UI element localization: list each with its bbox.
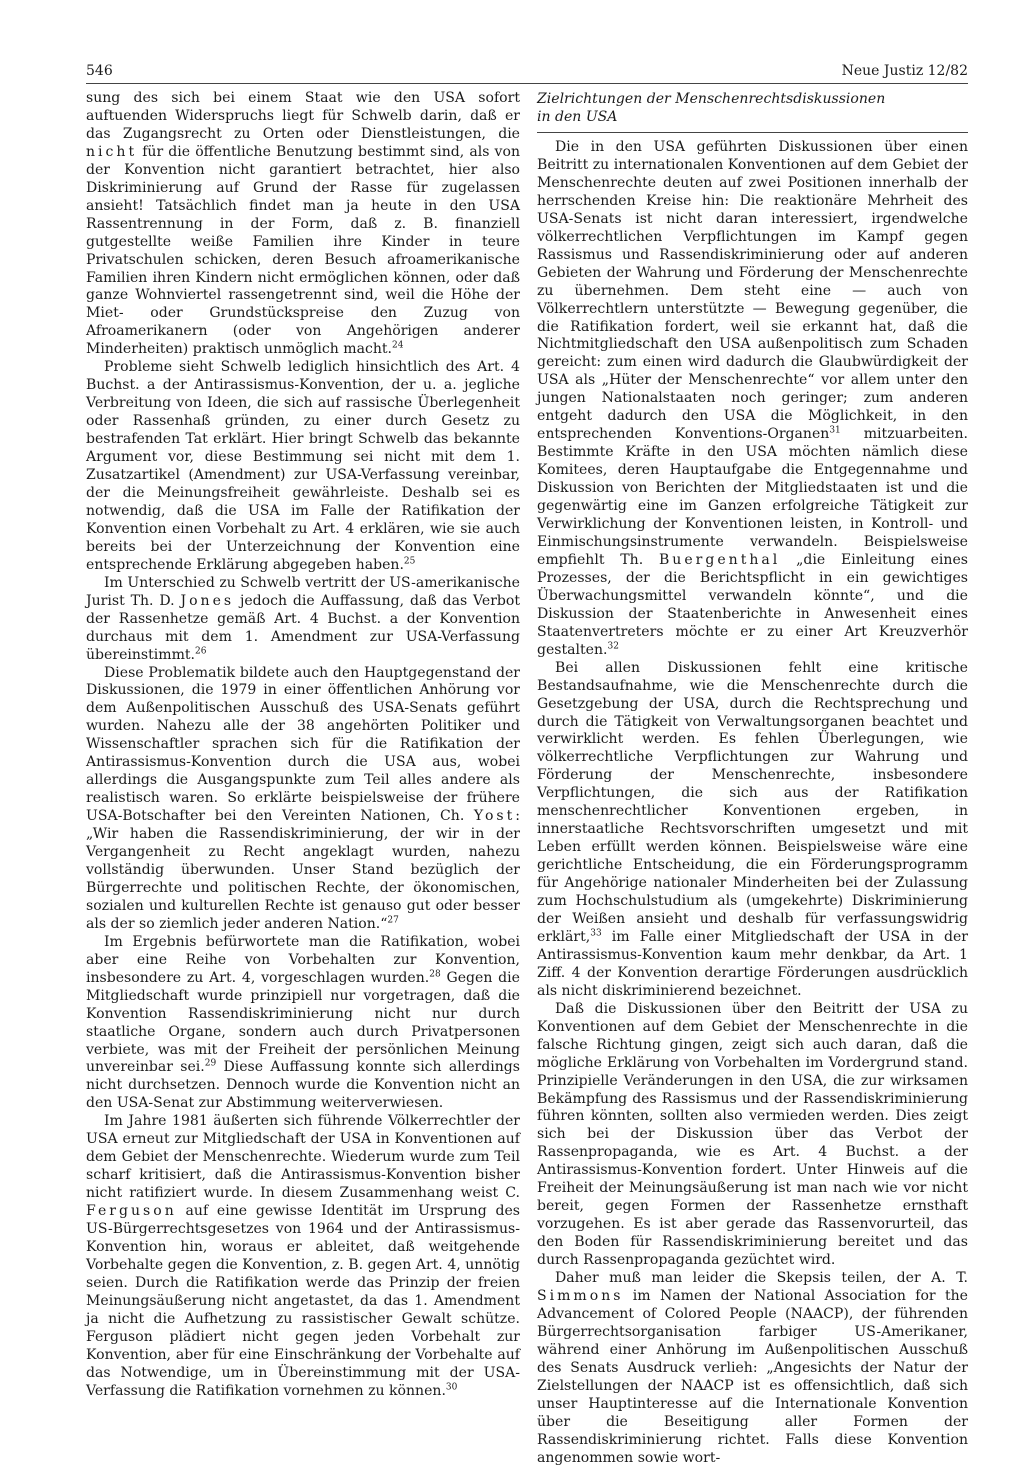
text-run: Probleme sieht Schwelb lediglich hinsichtlich des Art. 4 Buchst. a der Antirassismus-Konvention, der u. a. jegliche Verbreitung von Ideen, die sich auf rassische Überlegenheit oder Rassenhaß gründen, zu einer durch Gesetz zu bestrafenden Tat erklärt. Hier bringt Schwelb das bekannte Argument vor, diese Bestimmung sei nicht mit dem 1. Zusatzartikel (Amendment) zur USA-Verfassung vereinbar, der die Meinungsfreiheit gewährleiste. Deshalb sei es notwendig, daß die USA im Falle der Ratifikation der Konvention einen Vorbehalt zu Art. 4 erklären, wie sie auch bereits bei der Unterzeichnung der Konvention eine entsprechende Erklärung abgegeben haben. [86,359,520,573]
text-run: Im Ergebnis befürwortete man die Ratifikation, wobei aber eine Reihe von Vorbehalten zur Konvention, insbesondere zu Art. 4, vorgeschlagen wurden. [86,933,520,986]
text-run: Im Jahre 1981 äußerten sich führende Völkerrechtler der USA erneut zur Mitgliedschaft der USA in Konventionen auf dem Gebiet der Menschenrechte. Wiederum wurde zum Teil scharf kritisiert, daß die Antirassismus-Konvention bisher nicht ratifiziert wurde. In diesem Zusammenhang weist C. [86,1113,520,1202]
text-run: Bei allen Diskussionen fehlt eine kritische Bestandsaufnahme, wie die Menschenrechte durch die Gesetzgebung der USA, durch die Rechtsprechung und durch die Tätigkeit von Verwaltungsorganen beachtet und verwirklicht werden. Es fehlen Überlegungen, wie völkerrechtliche Verpflichtungen zur Wahrung und Förderung der Menschenrechte, insbesondere Verpflichtungen, die sich aus der Ratifikation menschenrechtlicher Konventionen ergeben, in innerstaatliche Rechtsvorschriften umgesetzt und mit Leben erfüllt werden können. Beispielsweise wäre eine gerichtliche Entscheidung, die ein Förderungsprogramm für Angehörige nationaler Minderheiten bei der Zulassung zum Hochschulstudium als (umgekehrte) Diskriminierung der Weißen ansieht und deshalb für verfassungswidrig erklärt, [537,659,968,945]
paragraph [86,90,520,359]
footnote-ref: 25 [403,556,416,567]
paragraph [86,665,520,934]
text-run: : „Wir haben die Rassendiskriminierung, der wir in der Vergangenheit zu Recht angeklagt wurden, nahezu vollständig überwunden. Unser Stand bezüglich der Bürgerrechte und politischen Rechte, der ökonomischen, sozialen und kulturellen Rechte ist genauso gut oder besser als der so ziemlich jeder anderen Nation.“ [86,808,520,932]
paragraph [537,1001,968,1270]
paragraph [537,1270,968,1467]
footnote-ref: 33 [590,928,602,939]
text-run: Diese Auffassung konnte sich allerdings nicht durchsetzen. Dennoch wurde die Konvention nicht an den USA-Senat zur Abstimmung weiterverwiesen. [86,1059,520,1112]
footnote-ref: 31 [829,425,841,436]
text-run: Daher muß man leider die Skepsis teilen, der A. T. [555,1270,968,1287]
paragraph [86,934,520,1114]
text-run: mitzuarbeiten. Bestimmte Kräfte in den USA möchten nämlich diese Komitees, deren Hauptaufgabe die Entgegennahme und Diskussion von Berichten der Mitgliedstaaten ist und die gegenwärtig eine im Ganzen erfolgreiche Tätigkeit zur Verwirklichung der Konventionen leisten, in Kontroll- und Einmischungsinstrumente verwandeln. Beispielsweise empfiehlt Th. [537,426,968,568]
section-heading [537,90,968,133]
text-run: „die Einleitung eines Prozesses, der die Berichtspflicht in ein gewichtiges Überwachungsmittel verwandeln könnte“, und die Diskussion der Staatenberichte in Anwesenheit eines Staatenvertreters möchte er zu einer Art Kreuzverhör gestalten. [537,551,968,658]
text-run: sung des sich bei einem Staat wie den USA sofort auftuenden Widerspruchs liegt für Schwelb darin, daß er das Zugangsrecht zu Orten oder Dienstleistungen, die [86,90,520,142]
spaced-name: Jones [180,592,235,609]
text-run: für die öffentliche Benutzung bestimmt sind, als von der Konvention nicht garantiert betrachtet, hier also Diskriminierung auf Grund der Rasse für zugelassen ansieht! Tatsächlich findet man ja heute in den USA Rassentrennung in der Form, daß z. B. finanziell gutgestellte weiße Familien ihre Kinder in teure Privatschulen schicken, deren Besuch afroamerikanische Familien ihren Kindern nicht ermöglichen können, oder daß ganze Wohnviertel rassengetrennt sind, weil die Höhe der Miet- oder Grundstückspreise den Zuzug von Afroamerikanern (oder von Angehörigen anderer Minderheiten) praktisch unmöglich macht. [86,143,520,358]
page-number: 546 [86,63,113,79]
footnote-ref: 32 [607,641,619,652]
footnote-ref: 29 [204,1058,217,1069]
right-column-body [537,139,968,1468]
footnote-ref: 28 [429,969,441,980]
header-rule [86,83,968,84]
footnote-ref: 30 [445,1381,458,1392]
paragraph [86,359,520,574]
footnote-ref: 26 [195,645,207,656]
section-heading-line-2: in den USA [537,109,618,125]
text-run: Im Unterschied zu Schwelb vertritt der US-amerikanische Jurist Th. D. [86,574,520,609]
paragraph [86,575,520,665]
text-run: Diese Problematik bildete auch den Hauptgegenstand der Diskussionen, die 1979 in einer öffentlichen Anhörung vor dem Außenpolitischen Ausschuß des USA-Senats geführt wurden. Nahezu alle der 38 angehörten Politiker und Wissenschaftler sprachen sich für die Ratifikation der Antirassismus-Konvention durch die USA aus, wobei allerdings die Ausgangspunkte zum Teil alles andere als realistisch waren. So erklärte beispielsweise der frühere USA-Botschafter bei den Vereinten Nationen, Ch. [86,664,520,825]
spaced-name: Buergenthal [658,551,781,568]
text-run: im Namen der National Association for the Advancement of Colored People (NAACP), der führenden Bürgerrechtsorganisation farbiger US-Amerikaner, während einer Anhörung im Außenpolitischen Ausschuß des Senats Ausdruck verlieh: „Angesichts der Natur der Zielstellungen der NAACP ist es offensichtlich, daß sich unser Hauptinteresse auf die Internationale Konvention über die Beseitigung aller Formen der Rassendiskriminierung richtet. Falls diese Konvention angenommen sowie wort- [537,1288,968,1466]
text-run: jedoch die Auffassung, daß das Verbot der Rassenhetze gemäß Art. 4 Buchst. a der Konvention durchaus mit dem 1. Amendment zur USA-Verfassung übereinstimmt. [86,592,521,663]
text-run: im Falle einer Mitgliedschaft der USA in der Antirassismus-Konvention kaum mehr denkbar, da Art. 1 Ziff. 4 der Konvention derartige Förderungen ausdrücklich als nicht diskriminierend bezeichnet. [537,928,968,999]
spaced-name: Simmons [537,1288,624,1304]
paragraph [86,1113,520,1400]
text-run: Gegen die Mitgliedschaft wurde prinzipiell nur vorgetragen, daß die Konvention Rassendiskriminierung nicht nur durch staatliche Organe, sondern auch durch Privatpersonen verbiete, was mit der Freiheit der persönlichen Meinung unvereinbar sei. [86,969,520,1076]
spaced-name: nicht [86,143,138,160]
right-column [537,90,968,1468]
journal-issue: Neue Justiz 12/82 [841,63,968,79]
footnote-ref: 27 [387,915,399,926]
paragraph [537,139,968,660]
section-heading-line-1: Zielrichtungen der Menschenrechtsdiskussionen [537,91,886,107]
left-column [86,90,520,1401]
spaced-name: Ferguson [86,1203,177,1220]
footnote-ref: 24 [392,340,404,351]
paragraph [537,660,968,1001]
text-run: Die in den USA geführten Diskussionen über einen Beitritt zu internationalen Konventionen auf dem Gebiet der Menschenrechte deuten auf zwei Positionen innerhalb der herrschenden Kreise hin: Die reaktionäre Mehrheit des USA-Senats ist nicht daran interessiert, irgendwelche völkerrechtlichen Verpflichtungen im Kampf gegen Rassismus und Rassendiskriminierung oder auf anderen Gebieten der Wahrung und Förderung der Menschenrechte zu übernehmen. Dem steht eine — auch von Völkerrechtlern unterstützte — Bewegung gegenüber, die die Ratifikation fordert, weil sie erkannt hat, daß die Nichtmitgliedschaft den USA außenpolitisch zum Schaden gereicht: zum einen wird dadurch die Glaubwürdigkeit der USA als „Hüter der Menschenrechte“ vor allem unter den jungen Nationalstaaten noch geringer; zum anderen entgeht dadurch den USA die Möglichkeit, in den entsprechenden Konventions-Organen [537,139,968,443]
text-run: auf eine gewisse Identität im Ursprung des US-Bürgerrechtsgesetzes von 1964 und der Antirassismus-Konvention hin, woraus er ableitet, daß weitgehende Vorbehalte gegen die Konvention, z. B. gegen Art. 4, unnötig seien. Durch die Ratifikation werde das Prinzip der freien Meinungsäußerung nicht angetastet, da das 1. Amendment ja nicht die Aufhetzung zu rassistischer Gewalt schütze. Ferguson plädiert nicht gegen jeden Vorbehalt zur Konvention, aber für eine Einschränkung der Vorbehalte auf das Notwendige, um in Übereinstimmung mit der USA-Verfassung die Ratifikation vornehmen zu können. [86,1203,520,1399]
text-run: Daß die Diskussionen über den Beitritt der USA zu Konventionen auf dem Gebiet der Menschenrechte in die falsche Richtung gingen, zeigt sich auch daran, daß die mögliche Erklärung von Vorbehalten im Vordergrund stand. Prinzipielle Veränderungen in den USA, die zur wirksamen Bekämpfung des Rassismus und der Rassendiskriminierung führen könnten, sollten also vermieden werden. Dies zeigt sich bei der Diskussion über das Verbot der Rassenpropaganda, wie es Art. 4 Buchst. a der Antirassismus-Konvention fordert. Unter Hinweis auf die Freiheit der Meinungsäußerung ist man nach wie vor nicht bereit, gegen Formen der Rassenhetze ernsthaft vorzugehen. Es ist aber gerade das Rassenvorurteil, das den Boden für Rassendiskriminierung bereitet und das durch Rassenpropaganda gezüchtet wird. [537,1000,968,1269]
spaced-name: Yost [473,808,516,825]
